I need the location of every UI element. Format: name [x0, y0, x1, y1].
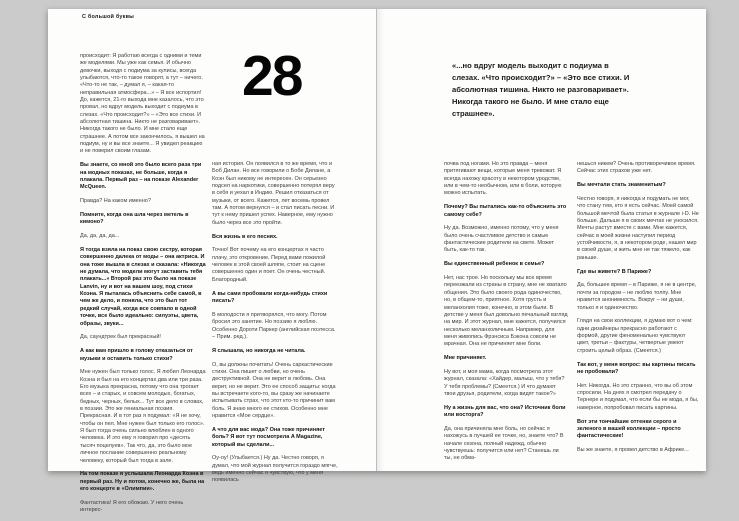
- paragraph: Вы же знаете, я провел детство в Африке...: [577, 447, 689, 454]
- paragraph: Так вот, у меня вопрос: вы картины писать не пробовали?: [577, 361, 696, 375]
- left-page: [48, 9, 377, 514]
- page-number: 28: [242, 44, 302, 108]
- paragraph: Правда? На каком именно?: [80, 198, 151, 205]
- paragraph: Да, большее время – в Париже, я не в центре, почти за городом – не люблю толпу. Мне нравится анонимность. Вокруг – ни души, только я и одиночество.: [577, 282, 697, 311]
- paragraph: Помните, когда она шла через метель в кимоно?: [80, 212, 189, 226]
- paragraph: Вся жизнь в его песнях.: [212, 233, 278, 240]
- paragraph: На том показе я услышала Леонарда Коэна в первый раз. Ну и потом, конечно же, была на его концерте в «Олимпии».: [80, 471, 205, 493]
- paragraph: Глядя на свои коллекции, я думаю вот о чем: одни дизайнеры прекрасно работают с формой, другие феноменально чувствуют цвет, третьи – фактуры, четвертые умеют строить целый образ. (Смеется.): [577, 318, 693, 354]
- paragraph: Нет. Никогда. Но это странно, что вы об этом спросили. На днях я смотрел передачу о Тернере и подумал, что если бы не мода, я бы, наверное, попробовал писать картины.: [577, 382, 699, 411]
- paragraph: Точно! Вот почему на его концертах я часто плачу, это откровение. Перед вами пожилой человек в этой своей шляпе, стоит на сцене совершенно один и поет. Он очень честный. Благородный.: [212, 247, 326, 283]
- paragraph: Нет, нас трое. Но поскольку мы все время переезжали из страны в страну, мне не хватало общения. Это было своего рода одиночество, но, в общем-то, приятное. Хотя грусть и меланхолия тоже, конечно, в этом были. В детстве у меня был довольно печальный взгляд на мир. И этот журнал, мне кажется, получился несколько меланхоличным. Например, для меня живопись Фрэнсиса Бэкона совсем не мрачная. Она не причиняет мне боли.: [444, 275, 568, 348]
- paragraph: Ну да. Возможно, именно потому, что у меня было очень счастливое детство и самые фантастические родители на свете. Может быть, как-то так.: [444, 225, 559, 254]
- paragraph: А вы сами пробовали когда-нибудь стихи писать?: [212, 290, 328, 304]
- paragraph: Мне причиняет.: [444, 355, 487, 362]
- right-page-column-2: [577, 161, 699, 461]
- paragraph: В молодости я притворялся, что могу. Потом бросил это занятие. Но поэзию я люблю. Особенно Дороти Паркер (английская поэтесса. – Прим. ред.).: [212, 311, 336, 340]
- running-head: С большой буквы: [82, 14, 135, 20]
- paragraph: Ну а жизнь для вас, что она? Источник боли или восторга?: [444, 404, 566, 419]
- paragraph: Оу-оу! (Улыбается.) Ну да. Честно говоря, я думал, что мой журнал получится гораздо мягче, ведь именно сейчас я чувствую, что у меня появилась: [212, 455, 338, 484]
- paragraph: А что для вас мода? Она тоже причиняет боль? Я вот тут посмотрела A Magazine, который вы сделали...: [212, 426, 325, 448]
- paragraph: Да, да, да, да...: [80, 233, 120, 240]
- paragraph: Почему? Вы пытались как-то объяснить это самому себе?: [444, 204, 567, 218]
- paragraph: Вы знаете, со мной это было всего раза три на модных показах, не больше, когда я плакала. Первый раз – на показе Alexander McQueen.: [80, 162, 202, 191]
- paragraph: Вот эти тончайшие оттенки серого и зеленого в вашей коллекции – просто фантастические!: [577, 418, 681, 440]
- left-page-column-1: [80, 53, 206, 521]
- paragraph: О, вы должны почитать! Очень саркастические стихи. Она пишет о любви, но очень деструктивной. Она не верит в любовь. Она верит, но не верит. Это ее способ защиты: когда вы встречаете кого-то, вы сразу же начинаете испытывать страх, что этот кто-то причинит вам боль. Я знаю много ее стихов. Особенно мне нравится «Мое сердце».: [212, 361, 336, 419]
- left-page-column-2: [212, 161, 338, 491]
- paragraph: Фантастика! Я его обожаю. У него очень интерес-: [80, 499, 184, 514]
- right-page-column-1: [444, 161, 568, 469]
- paragraph: Честно говоря, я никогда и подумать не мог, что стану тем, кто я есть сейчас. Моей самой большой мечтой была статья в журнале i-D. Не больше. Дальше я в своих мечтах не уносился. Мечты растут вместе с вами. Мне кажется, сейчас в моей жизни наступил период устойчивости, я, в некотором роде, нашел мир в своей душе, и жить мне не так тяжело, как раньше.: [577, 196, 699, 261]
- paragraph: Я тогда взяла на показ свою сестру, которая совершенно далека от моды – она актриса. И она тоже вышла в слезах и сказала: «Никогда не думала, что модели могут заставить тебя плакать...» Второй раз это было на показе Lanvin, ну и вот на вашем шоу, под стихи Коэна. Я пыталась объяснить себе самой, в чем же дело, и поняла, что это был тот редкий случай, когда все совпало в одной точке, все было идеально: силуэты, цвета, образы, звуки...: [80, 247, 206, 327]
- paragraph: А как вам пришло в голову отказаться от музыки и оставить только стихи?: [80, 348, 193, 362]
- paragraph: ная история. Он появился в то же время, что и Боб Дилан. Но все говорили о Бобе Дилане, а Коэн был никому не интересен. Он серьезно подсел на наркотики, совершенно потерял веру в себя и уехал в Индию. Решил отказаться от музыки, от всего. Кажется, лет восемь провел там. А потом вернулся – и стал писать песни. И тут к нему пришел успех. Наверное, ему нужно было через все это пройти.: [212, 161, 335, 226]
- paragraph: Ну вот, и моя мама, когда посмотрела этот журнал, сказала: «Хайдер, малыш, что у тебя? У тебя проблемы? (Смеется.) И что думают твои друзья, родители, когда видят такое?»: [444, 368, 565, 397]
- pull-quote: «...но вдруг модель выходит с подиума в слезах. «Что происходит?» – «Это все стихи. И абсолютная тишина. Никто не разговаривает». Никогда такого не было. И мне стало еще страшнее».: [452, 61, 630, 119]
- paragraph: Вы мечтали стать знаменитым?: [577, 182, 666, 189]
- paragraph: Мне нужен был только голос. Я любил Леонарда Коэна и был на его концертах два или три раза. Его музыка прекрасна, потому что она трогает всех – и старых, и совсем молодых, богатых, бедных, черных, белых... Тут все дело в словах, в поэзии. Это же гениальная поэзия. Прекрасная. И в тот раз я подумал: «Я не хочу, чтобы он пел. Мне нужен был только его голос». Я был тогда очень сильно влюблен в одного человека. И это ему я говорил про «десять тысяч поцелуев». Так что, да, это было мое личное послание совершенно реальному человеку, который был тогда в зале.: [80, 369, 206, 464]
- paragraph: Где вы живете? В Париже?: [577, 268, 652, 275]
- right-page: [377, 9, 706, 471]
- paragraph: Вы единственный ребенок в семье?: [444, 261, 545, 268]
- paragraph: нешься никем? Очень противоречивое время. Сейчас этих страхов уже нет.: [577, 161, 696, 175]
- paragraph: происходит: Я работаю всегда с одними и теми же моделями. Мы уже как семья. И обычно девочки, выходя с подиума за кулисы, всегда улыбаются, что-то такое говорят, а тут – ничего. «Что-то не так, – думал я, – какая-то неправильная атмосфера...» – Я все испортил! До, кажется, 21-го выхода мне казалось, что это провал, но вдруг модель выходит с подиума в слезах. «Что происходит?» – «Это все стихи. И абсолютная тишина. Никто не разговаривает». Никогда такого не было. И мне стало еще страшнее. А потом все закончилось, я вышел на подиум, ну и вы все знаете... Я увидел реакцию и не поверил своим глазам.: [80, 53, 205, 155]
- paragraph: почва под ногами. Но это правда – меня притягивают вещи, которые меня тревожат. Я всегда нахожу красоту в некотором уродстве, или в чем-то необычном, или в боли, которую можно испытать.: [444, 161, 562, 197]
- paragraph: Я слышала, но никогда не читала.: [212, 347, 306, 354]
- paragraph: Да, саундтрек был прекрасный!: [80, 334, 161, 341]
- paragraph: Да, она причиняла мне боль, но сейчас я нахожусь в лучшей ее точке, но, знаете что? В начале сезона, полный надежд, обычно чувствуешь: получится или нет? Станешь ли ты, не обма-: [444, 425, 564, 462]
- magazine-spread: [48, 9, 706, 514]
